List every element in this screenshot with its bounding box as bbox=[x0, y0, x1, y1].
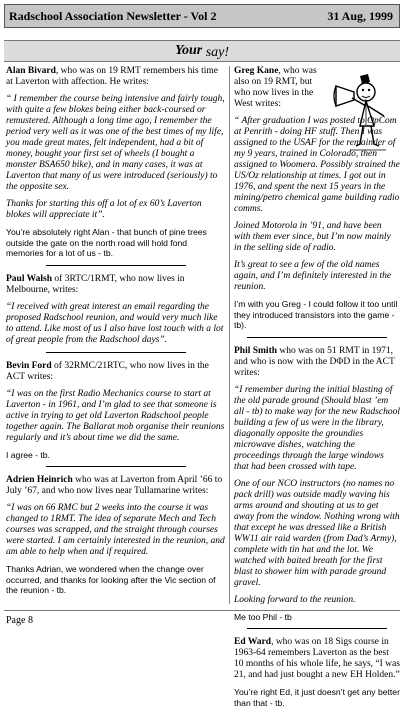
letter-alan-quote: “ I remember the course being intensive and fairly tough, with quite a few blokes being either back-coursed or remustered. Although a long time ago, I remember the period very well as it was one of the best times of my life, you made great mates, felt independent, had a bit of money, bought your first set of wheels (I bought a monster BSA650 bike), and in many cases, it was at Laverton that many of us were introduced (seriously) to the opposite sex. bbox=[6, 94, 225, 192]
letter-adrien-intro: Adrien Heinrich who was at Laverton from April ’66 to July ’67, and who now lives near Tullamarine writes: bbox=[6, 475, 223, 496]
letter-adrien-quote: “I was on 66 RMC but 2 weeks into the course it was changed to 1RMT. The idea of separate Mech and Tech courses was scrapped, and the straight through courses were started. I am certainly interested in the reunion, and am able to help when and if required. bbox=[6, 503, 225, 557]
editor-reply-greg: I’m with you Greg - I could follow it too until they introduced transistors into the game - tb). bbox=[234, 299, 398, 330]
letter-alan-intro: Alan Bivard, who was on 19 RMT remembers his time at Laverton with affection. He writes: bbox=[6, 66, 218, 87]
author-adrien: Adrien Heinrich bbox=[6, 475, 73, 485]
letter-ed-intro: Ed Ward, who was on 18 Sigs course in 1963-64 remembers Laverton as the best 10 months of his whole life, he says, “I was 21, and had just bought a new EH Holden.” bbox=[234, 637, 400, 680]
editor-reply-alan: You’re absolutely right Alan - that bunch of pine trees outside the gate on the north road will hold fond memories for a lot of us - tb. bbox=[6, 227, 207, 258]
letter-paul-intro: Paul Walsh of 3RTC/1RMT, who now lives in Melbourne, writes: bbox=[6, 273, 185, 295]
separator bbox=[46, 352, 186, 353]
left-column bbox=[6, 66, 226, 602]
newsletter-header bbox=[4, 4, 400, 28]
author-alan: Alan Bivard bbox=[6, 66, 56, 76]
letter-phil-quote-2: One of our NCO instructors (no names no pack drill) was outside madly waving his arms around and shouting at us to get away from the window. Nothing wrong with that except he was dressed like a British WW11 air raid warden (from Dad’s Army), complete with tin hat and the lot. We watched with baited breath for the first blast to shower him with parade ground gravel. bbox=[234, 478, 400, 588]
letter-phil-quote-3: Looking forward to the reunion. bbox=[234, 594, 356, 605]
letter-greg-quote-3: It’s great to see a few of the old names again, and I’m definitely interested in the reunion. bbox=[234, 260, 392, 292]
letter-phil-quote: “I remember during the initial blasting of the old parade ground (Should blast ’em all - tb) to make way for the new Radschool building a few of us were in the library, diagonally opposite the groundies microwave dishes, watching the proceedings through the large windows that had been crossed with tape. bbox=[234, 384, 400, 472]
letter-bevin-quote: “I was on the first Radio Mechanics course to start at Laverton - in 1961, and I’m glad to see that someone is active in trying to get old Laverton Radschool people together again. The Ballarat mob organise their reunions regularly and it’s about time we did the same. bbox=[6, 388, 225, 443]
letter-greg-quote-2: Joined Motorola in ’91, and have been with them ever since, but I’m now mainly in the selling side of radio. bbox=[234, 221, 391, 253]
letter-bevin-intro: Bevin Ford of 32RMC/21RTC, who now lives in the ACT writes: bbox=[6, 360, 209, 382]
author-greg: Greg Kane bbox=[234, 66, 279, 76]
author-paul: Paul Walsh bbox=[6, 273, 53, 284]
banner-say: say! bbox=[205, 45, 230, 60]
author-bevin: Bevin Ford bbox=[6, 360, 52, 371]
banner-your: Your bbox=[174, 43, 203, 58]
issue-date: 31 Aug, 1999 bbox=[327, 9, 393, 23]
author-phil: Phil Smith bbox=[234, 345, 278, 356]
section-banner bbox=[4, 40, 400, 62]
letter-phil-intro: Phil Smith who was on 51 RMT in 1971, and who is now with the DΦD in the ACT writes: bbox=[234, 345, 395, 378]
editor-reply-ed: You’re right Ed, it just doesn’t get any better than that - tb. bbox=[234, 687, 400, 708]
separator bbox=[247, 337, 387, 338]
column-divider bbox=[229, 66, 230, 604]
letter-alan-thanks: Thanks for starting this off a lot of ex 60’s Laverton blokes will appreciate it”. bbox=[6, 199, 202, 220]
page-footer bbox=[4, 610, 400, 629]
editor-reply-phil: Me too Phil - tb bbox=[234, 611, 292, 622]
letter-greg-intro: Greg Kane, who was also on 19 RMT, but who now lives in the West writes: bbox=[234, 66, 317, 109]
author-ed: Ed Ward bbox=[234, 637, 272, 647]
letter-paul-quote: “I received with great interest an email regarding the proposed Radschool reunion, and would very much like to attend. Like most of us I also have lost touch with a lot of great people from the Radschool days”. bbox=[6, 301, 224, 345]
separator bbox=[46, 466, 186, 467]
page-number: Page 8 bbox=[6, 615, 33, 626]
editor-reply-bevin: I agree - tb. bbox=[6, 449, 50, 460]
letter-greg-quote: “ After graduation I was posted to OpCom at Penrith - doing HF stuff. Then I was assigned to the USAF for the remainder of my 9 years, trained in Colorado, then assigned to Woomera. Possibly strained the US/Oz relationship at times. I got out in 1976, and spent the next 15 years in the mining/petro chemical game building radio comms. bbox=[234, 116, 400, 214]
newsletter-title: Radschool Association Newsletter - Vol 2 bbox=[9, 9, 217, 23]
editor-reply-adrien: Thanks Adrian, we wondered when the change over occurred, and thanks for looking after the Vic section of the reunion - tb. bbox=[6, 564, 216, 595]
separator bbox=[46, 265, 186, 266]
